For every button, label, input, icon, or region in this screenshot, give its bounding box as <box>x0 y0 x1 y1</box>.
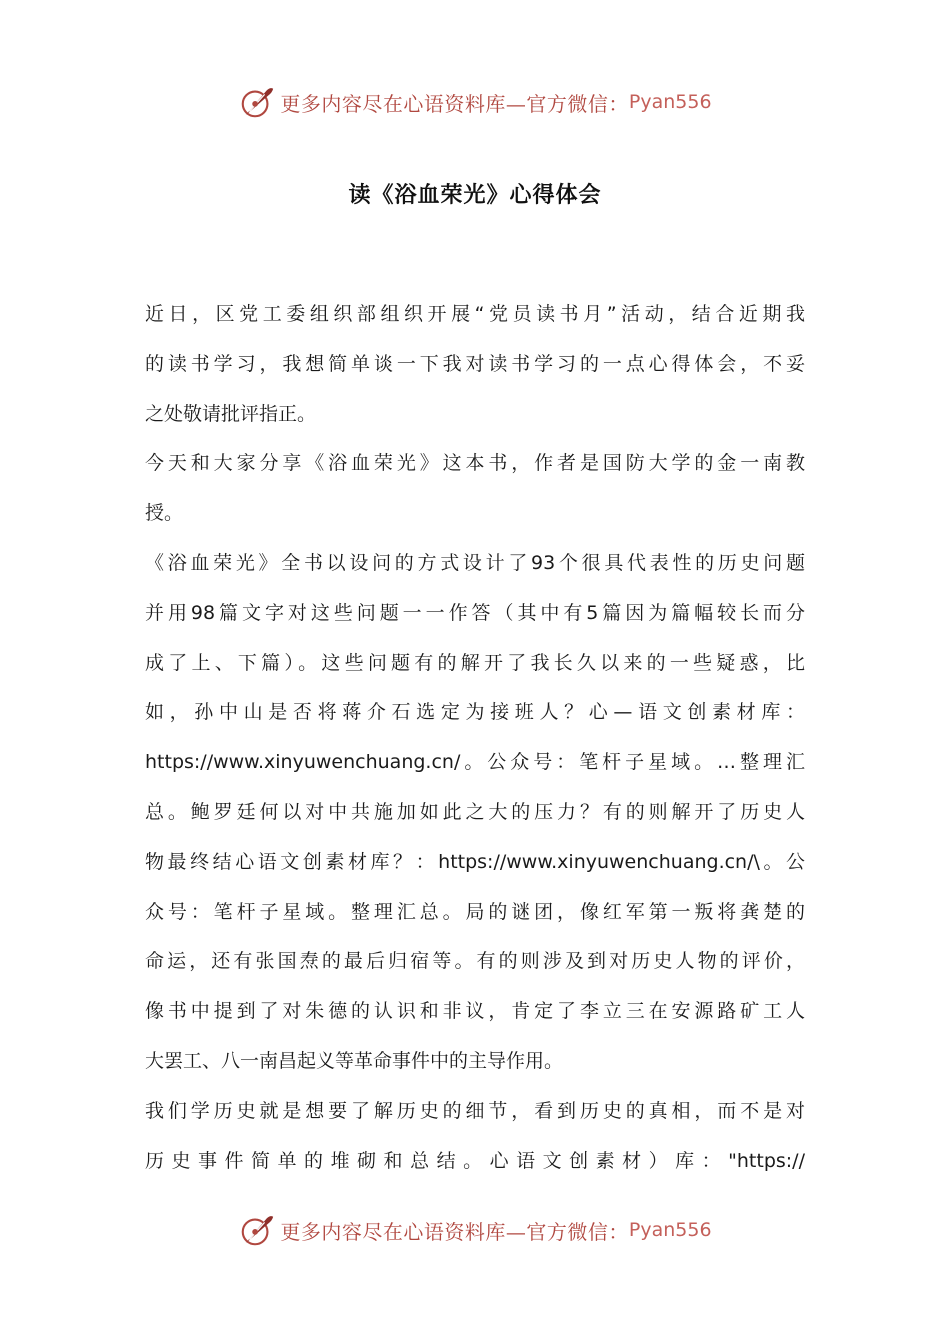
wechat-id: Pyan556 <box>628 91 712 113</box>
text-line: 我们学历史就是想要了解历史的细节，看到历史的真相，而不是对 <box>145 1099 805 1122</box>
text-line: 成了上、下篇）。这些问题有的解开了我长久以来的一些疑惑，比 <box>145 651 805 674</box>
text-line: https://www.xinyuwenchuang.cn/。公众号：笔杆子星域。…整理汇 <box>145 751 805 774</box>
quill-pen-logo-icon <box>238 1211 276 1249</box>
wechat-id: Pyan556 <box>628 1219 712 1241</box>
text-line: 如，孙中山是否将蒋介石选定为接班人？心—语文创素材库： <box>145 701 805 724</box>
quill-pen-logo-icon <box>238 83 276 121</box>
text-line: 历史事件简单的堆砌和总结。心语文创素材）库："https:// <box>145 1149 805 1172</box>
text-line: 今天和大家分享《浴血荣光》这本书，作者是国防大学的金一南教 <box>145 452 805 475</box>
text-line: 总。鲍罗廷何以对中共施加如此之大的压力？有的则解开了历史人 <box>145 800 805 823</box>
text-line: 众号：笔杆子星域。整理汇总。局的谜团，像红军第一叛将龚楚的 <box>145 900 805 923</box>
banner-text: 更多内容尽在心语资料库—官方微信： <box>280 1219 629 1244</box>
text-line: 之处敬请批评指正。 <box>145 402 317 425</box>
footer-banner <box>0 1208 950 1252</box>
text-line: 近日，区党工委组织部组织开展“党员读书月”活动，结合近期我 <box>145 303 805 325</box>
text-line: 的读书学习，我想简单谈一下我对读书学习的一点心得体会，不妥 <box>145 352 805 375</box>
document-body <box>145 290 805 1186</box>
text-line: 物最终结心语文创素材库？：https://www.xinyuwenchuang.cn/\。公 <box>145 850 805 873</box>
text-line: 授。 <box>145 502 184 525</box>
document-title: 读《浴血荣光》心得体会 <box>348 183 602 208</box>
banner-text: 更多内容尽在心语资料库—官方微信： <box>280 91 629 116</box>
header-banner <box>0 80 950 124</box>
text-line: 大罢工、八一南昌起义等革命事件中的主导作用。 <box>145 1049 564 1072</box>
text-line: 像书中提到了对朱德的认识和非议，肯定了李立三在安源路矿工人 <box>145 1000 805 1023</box>
text-line: 并用98篇文字对这些问题一一作答（其中有5篇因为篇幅较长而分 <box>145 601 805 624</box>
text-line: 《浴血荣光》全书以设问的方式设计了93个很具代表性的历史问题 <box>145 551 805 574</box>
text-line: 命运，还有张国焘的最后归宿等。有的则涉及到对历史人物的评价， <box>145 950 805 973</box>
